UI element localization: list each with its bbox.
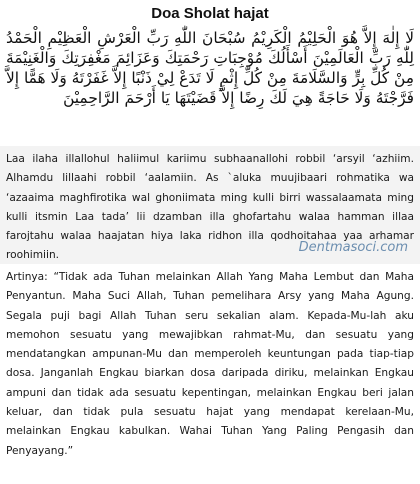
transliteration-text: Laa ilaha illallohul haliimul kariimu subhaanallohi robbil ‘arsyil ‘azhiim. Alhamdu lillaahi robbil ‘aalamiin. As `aluka muujibaari rohmatika wa ‘azaaima maghfirotika wal ghoniimata ming kulli birri wassalaamata ming kulli itsmin Laa tada’ lii dzamban illa ghofartahu walaa hamman illaa farojtahu walaa haajatan hiya laka ridhon illa qodhoitahaa yaa arhamar roohimiin. <box>6 153 414 262</box>
page-title: Doa Sholat hajat <box>151 5 269 22</box>
meaning-text: Artinya: “Tidak ada Tuhan melainkan Allah Yang Maha Lembut dan Maha Penyantun. Maha Suci Allah, Tuhan pemelihara Arsy yang Maha Agung. Segala puji bagi Allah Tuhan seru sekalian alam. Kepada-Mu-lah aku memohon sesuatu yang mewajibkan rahmat-Mu, dan sesuatu yang mendatangkan ampunan-Mu dan memperoleh keuntungan pada tiap-tiap dosa. Janganlah Engkau biarkan dosa daripada diriku, melainkan Engkau ampuni dan tidak ada sesuatu kepentingan, melainkan Engkau beri jalan keluar, dan tidak pula sesuatu hajat yang mendapat kerelaan-Mu, melainkan Engkau kabulkan. Wahai Tuhan Yang Paling Pengasih dan Penyayang.” <box>6 271 414 457</box>
watermark: Dentmasoci.com <box>298 240 408 255</box>
arabic-prayer-text: لَا إِلٰهَ إِلاَّ هُوَ الْحَلِيْمُ الْكَرِيْمُ سُبْحَانَ اللّٰهِ رَبِّ الْعَرْشِ الْعَظِيْمِ الْحَمْدُ لِلّٰهِ رَبِّ الْعَالَمِيْنَ أَسْأَلُكَ مُوْجِبَاتِ رَحْمَتِكَ وَعَزَائِمَ مَغْفِرَتِكَ وَالْغَنِيْمَةَ مِنْ كُلِّ بِرٍّ وَالسَّلَامَةَ مِنْ كُلِّ إِثْمٍ لَا تَدَعْ لِيْ ذَنْبًا إِلاَّ غَفَرْتَهُ وَلَا هَمًّا إِلاَّ فَرَّجْتَهُ وَلَا حَاجَةً هِيَ لَكَ رِضًا إِلاَّ قَضَيْتَهَا يَا أَرْحَمَ الرَّاحِمِيْنَ <box>6 29 414 107</box>
